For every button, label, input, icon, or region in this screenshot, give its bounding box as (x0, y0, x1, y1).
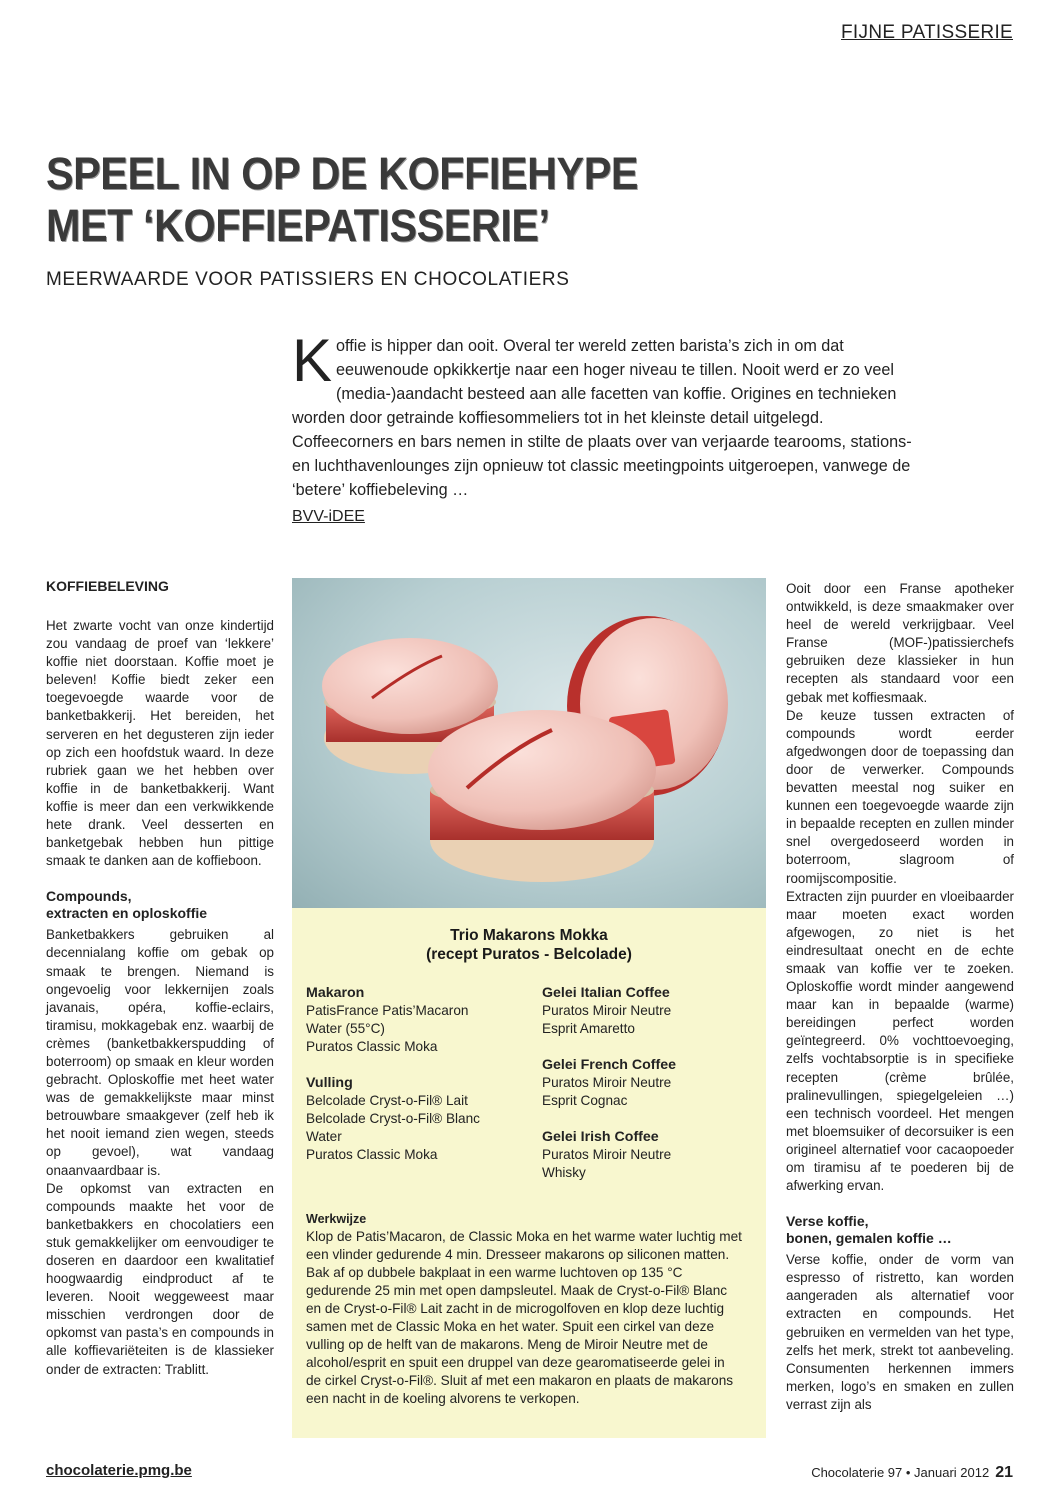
recipe-heading-vulling: Vulling (306, 1075, 353, 1091)
title-line-2: MET ‘KOFFIEPATISSERIE’ (46, 200, 550, 251)
section-tag: FIJNE PATISSERIE (841, 22, 1013, 43)
recipe-left-column (306, 984, 536, 1164)
recipe-method-text: Klop de Patis’Macaron, de Classic Moka en het warme water luchtig met een vlinder gedurende 4 min. Dresseer makarons op siliconen matten. Bak af op dubbele bakplaat in een warme luchtoven op 135 °C gedurende 25 min met open dampsleutel. Maak de Cryst-o-Fil® Blanc en de Cryst-o-Fil® Lait zacht in de microgolfoven en klop deze luchtig samen met de Classic Moka en het water. Spuit een cirkel van deze vulling op de helft van de makarons. Meng de Miroir Neutre met de alcohol/esprit en spuit een druppel van deze gearomatiseerde gelei in de cirkel Cryst-o-Fil®. Sluit af met een makaron en plaats de makarons een nacht in de koeling alvorens te verkopen. (306, 1229, 742, 1406)
recipe-method (306, 1210, 742, 1408)
heading-compounds-line-2: extracten en oploskoffie (46, 905, 208, 922)
recipe-title-line-1: Trio Makarons Mokka (450, 927, 608, 944)
heading-koffiebeleving: KOFFIEBELEVING (46, 578, 169, 594)
recipe-method-heading: Werkwijze (306, 1212, 367, 1226)
macarons-illustration (292, 578, 766, 908)
paragraph: Ooit door een Franse apotheker ontwikkeld, is deze smaakmaker over heel de wereld verkrijgbaar. Veel Franse (MOF-)patissierchefs gebruiken deze klassieker in hun recepten als standaard voor een gebak met koffiesmaak. (786, 581, 1014, 705)
ingredient: Belcolade Cryst-o-Fil® Blanc (306, 1111, 480, 1126)
paragraph: Het zwarte vocht van onze kindertijd zou vandaag de proef van ‘lekkere’ koffie niet doorstaan. Koffie moet je beleven! Koffie biedt zeker een toegevoegde waarde voor de banketbakkerij. Het bereiden, het serveren en het degusteren zijn ieder op zich een hoofdstuk waard. In deze rubriek gaan we het hebben over koffie in de banketbakkerij. Want koffie is meer dan een verkwikkende hete drank. Veel desserten en banketgebak hebben hun pittige smaak te danken aan de koffieboon. (46, 618, 274, 869)
article-title (46, 148, 745, 252)
ingredient: PatisFrance Patis’Macaron (306, 1003, 469, 1018)
recipe-heading-french: Gelei French Coffee (542, 1057, 677, 1073)
ingredient: Water (55°C) (306, 1021, 385, 1036)
paragraph: De opkomst van extracten en compounds maakte het voor de banketbakkers en chocolatiers een stuk gemakkelijker om eenvoudiger te doseren en daardoor een kwalitatief hoogwaardig eindproduct af te leveren. Nooit weggeweest maar misschien verdrongen door de opkomst van pasta’s en compounds in alle koffievariëteiten is de klassieker onder de extracten: Trablitt. (46, 1180, 274, 1377)
ingredient: Puratos Classic Moka (306, 1039, 438, 1054)
recipe-right-column (542, 984, 762, 1182)
article-intro (292, 327, 912, 502)
drop-cap: K (292, 327, 333, 394)
intro-text: offie is hipper dan ooit. Overal ter wereld zetten barista’s zich in om dat eeuwenoude opkikkertje naar een hoger niveau te tillen. Nooit werd er zo veel (media-)aandacht besteed aan alle facetten van koffie. Origines en technieken worden door getrainde koffiesommeliers tot in het kleinste detail uitgelegd. Coffeecorners en bars nemen in stilte de plaats over van verjaarde tearooms, stations- en luchthavenlounges zijn opnieuw tot classic meetingpoints uitgeroepen, vanwege de ‘betere’ koffiebeleving … (292, 337, 912, 499)
ingredient: Puratos Miroir Neutre (542, 1003, 672, 1018)
heading-compounds-line-1: Compounds, (46, 888, 132, 905)
heading-verse-koffie (786, 1213, 1014, 1247)
article-subtitle: MEERWAARDE VOOR PATISSIERS EN CHOCOLATIERS (46, 269, 570, 290)
title-line-1: SPEEL IN OP DE KOFFIEHYPE (46, 148, 639, 199)
paragraph: Verse koffie, onder de vorm van espresso of ristretto, kan worden aangeraden als alternatief voor extracten en compounds. Het gebruiken en vermelden van het type, zelfs het merk, strekt tot aanbeveling. Consumenten herkennen immers merken, logo’s en smaken en zullen verrast zijn als (786, 1252, 1014, 1412)
heading-verse-koffie-line-2: bonen, gemalen koffie … (786, 1230, 952, 1247)
recipe-heading-italian: Gelei Italian Coffee (542, 985, 670, 1001)
recipe-title-line-2: (recept Puratos - Belcolade) (426, 946, 632, 963)
macaron-front (428, 710, 656, 882)
recipe-box (292, 908, 766, 1438)
issue-label: Chocolaterie 97 • Januari 2012 (811, 1465, 990, 1480)
left-column (46, 578, 274, 1379)
ingredient: Whisky (542, 1165, 586, 1180)
page-number: 21 (995, 1464, 1013, 1481)
ingredient: Belcolade Cryst-o-Fil® Lait (306, 1093, 468, 1108)
right-column (786, 580, 1014, 1414)
ingredient: Puratos Classic Moka (306, 1147, 438, 1162)
heading-compounds (46, 888, 274, 922)
recipe-heading-irish: Gelei Irish Coffee (542, 1129, 659, 1145)
paragraph: Extracten zijn puurder en vloeibaarder maar moeten exact worden afgewogen, zo niet is het eindresultaat onecht en de echte smaak van koffie ver te zoeken. Oploskoffie wordt minder aangewend maar kan in bepaalde (warme) bereidingen perfect worden geïntegreerd. 0% vochttoevoeging, zelfs vochtabsorptie is in specifieke recepten (crème brûlée, pralinevullingen, spiegelgeleien …) een technisch voordeel. Het mengen met bloemsuiker of decorsuiker is een origineel alternatief voor cacaopoeder om tiramisu af te poederen bij de afwerking ervan. (786, 888, 1014, 1194)
ingredient: Puratos Miroir Neutre (542, 1075, 672, 1090)
heading-verse-koffie-line-1: Verse koffie, (786, 1213, 869, 1230)
paragraph: De keuze tussen extracten of compounds wordt eerder afgedwongen door de toepassing dan door de verwerker. Compounds bevatten meestal nog suiker en kunnen een toegevoegde waarde zijn in bepaalde recepten en zullen minder snel overgedoseerd worden in boterroom, slagroom of roomijscompositie. (786, 707, 1014, 886)
paragraph: Banketbakkers gebruiken al decennialang koffie om gebak op smaak te brengen. Niemand is ongevoelig voor lekkernijen zoals javanais, opéra, koffie-eclairs, tiramisu, mokkagebak enz. waarbij de crèmes (banketbakkerspudding of boterroom) op smaak en kleur worden gebracht. Oploskoffie met heet water was de gemakkelijkste maar minst betrouwbare smaakgever (zelf heb ik het nooit iemand zien wegen, steeds op gevoel), wat vandaag onaanvaardbaar is. (46, 927, 274, 1178)
recipe-title (292, 926, 766, 964)
ingredient: Puratos Miroir Neutre (542, 1147, 672, 1162)
ingredient: Esprit Amaretto (542, 1021, 635, 1036)
byline: BVV-iDEE (292, 508, 365, 525)
footer-website[interactable]: chocolaterie.pmg.be (46, 1462, 192, 1479)
macarons-photo (292, 578, 766, 908)
ingredient: Esprit Cognac (542, 1093, 628, 1108)
footer-issue (811, 1464, 1013, 1482)
ingredient: Water (306, 1129, 342, 1144)
recipe-heading-makaron: Makaron (306, 985, 365, 1001)
